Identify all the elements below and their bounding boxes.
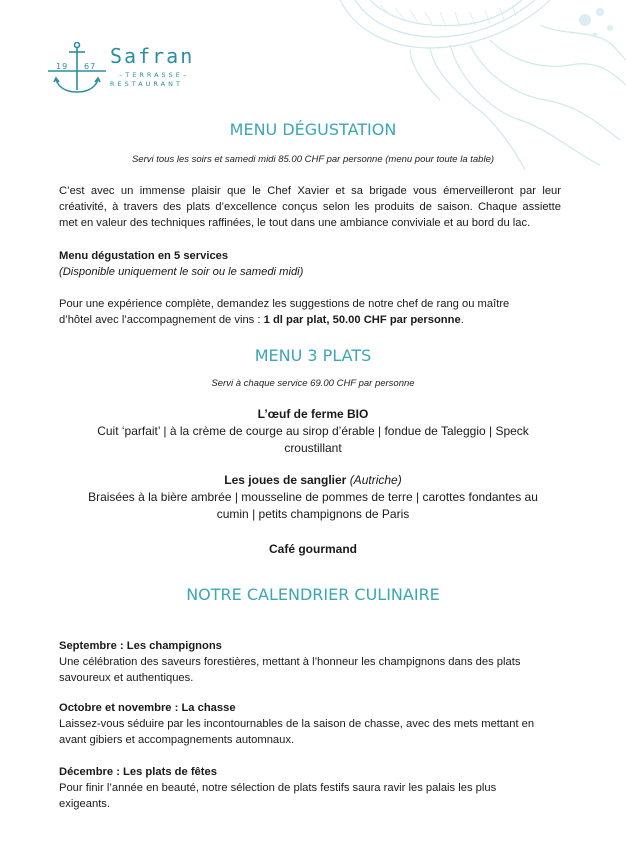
calendar-item-text-2: avant gibiers et accompagnements automnaux. [59,734,295,746]
dish-2-title: Les joues de sanglier [224,473,347,487]
wine-line-2-text: d’hôtel avec l’accompagnement de vins : [59,314,264,326]
intro-line-1: C’est avec un immense plaisir que le Chef Xavier et sa brigade vous émerveilleront par leur [59,185,561,197]
calendar-item-title: Décembre : Les plats de fêtes [59,766,217,778]
intro-line-2: créativité, à travers des plats d’excellence conçus selon les produits de saison. Chaque assiette [59,201,561,213]
dish-2-desc-2: cumin | petits champignons de Paris [216,507,410,521]
brand-name: Safran [110,44,195,68]
services-title: Menu dégustation en 5 services [59,250,229,262]
dish-1 [40,406,586,457]
dish-2 [40,472,586,523]
calendar-item-title: Octobre et novembre : La chasse [59,702,236,714]
calendar-item-text-1: Pour finir l’année en beauté, notre sélection de plats festifs saura ravir les palais les plus [59,782,497,794]
calendar-item-december [59,764,561,812]
calendar-item-text-1: Une célébration des saveurs forestières, mettant à l’honneur les champignons dans des plats [59,656,521,668]
dish-3-title: Café gourmand [268,542,357,556]
dish-2-heading [40,472,586,489]
wine-line-1: Pour une expérience complète, demandez les suggestions de notre chef de rang ou maître [59,298,510,310]
jellyfish-illustration [300,0,626,170]
year-left: 19 [56,62,69,71]
wine-pairing [59,296,561,328]
services-block [59,248,561,280]
calendar-item-autumn [59,700,561,748]
three-course-title: MENU 3 PLATS [254,346,372,365]
wine-line-2 [59,312,561,328]
degustation-intro [59,183,561,231]
year-right: 67 [84,62,97,71]
logo-subtitle-terrasse: –TERRASSE– [119,71,190,79]
calendar-item-september [59,638,561,686]
three-course-subtitle: Servi à chaque service 69.00 CHF par personne [211,378,415,389]
restaurant-logo [48,40,198,100]
dish-2-desc-1: Braisées à la bière ambrée | mousseline de pommes de terre | carottes fondantes au [88,490,538,504]
dish-1-desc-2: croustillant [284,441,342,455]
calendar-item-text-2: savoureux et authentiques. [59,672,194,684]
services-note: (Disponible uniquement le soir ou le samedi midi) [59,266,304,278]
dish-2-origin: (Autriche) [349,473,402,487]
degustation-title: MENU DÉGUSTATION [229,120,397,139]
degustation-subtitle: Servi tous les soirs et samedi midi 85.00 CHF par personne (menu pour toute la table) [131,154,495,165]
calendar-title: NOTRE CALENDRIER CULINAIRE [186,585,440,604]
calendar-item-text-2: exigeants. [59,798,110,810]
intro-line-3: met en valeur des techniques raffinées, le tout dans une ambiance conviviale et au bord du lac. [59,217,531,229]
wine-line-2-end: . [460,314,464,326]
dish-1-title: L’œuf de ferme BIO [257,407,369,421]
wine-price: 1 dl par plat, 50.00 CHF par personne [263,314,461,326]
dish-1-desc-1: Cuit ‘parfait’ | à la crème de courge au sirop d’érable | fondue de Taleggio | Speck [97,424,529,438]
calendar-item-title: Septembre : Les champignons [59,640,222,652]
calendar-item-text-1: Laissez-vous séduire par les incontournables de la saison de chasse, avec des mets mettant en [59,718,535,730]
logo-subtitle-restaurant: RESTAURANT [110,80,183,88]
